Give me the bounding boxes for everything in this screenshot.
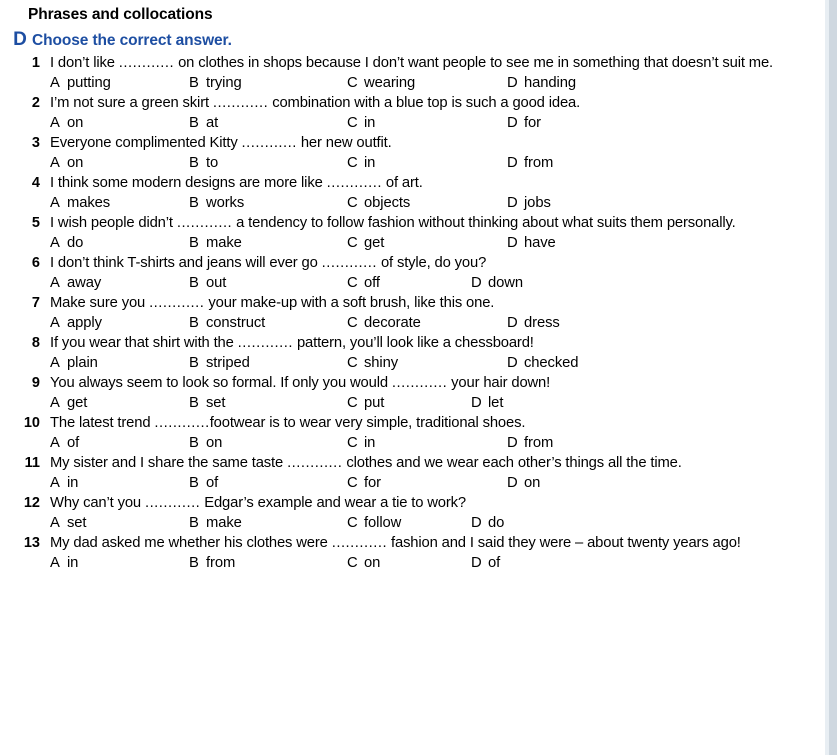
question-stem (50, 214, 817, 233)
question-stem-before: I wish people didn’t (50, 215, 177, 231)
answer-blank[interactable]: ............ (331, 535, 388, 551)
option-text: away (67, 275, 102, 291)
option-label: C (347, 355, 358, 371)
option-text: apply (67, 315, 102, 331)
exercise-heading (8, 30, 837, 50)
option-text: on (67, 115, 84, 131)
option-label: C (347, 235, 358, 251)
question-stem-after: a tendency to follow fashion without thinking about what suits them personally. (232, 215, 736, 231)
question-stem (50, 334, 817, 353)
option-b[interactable] (189, 313, 347, 333)
option-text: of (206, 475, 219, 491)
question-item (0, 214, 837, 253)
option-b[interactable] (189, 553, 347, 573)
option-label: D (507, 195, 518, 211)
question-stem (50, 494, 817, 513)
question-stem-after: fashion and I said they were – about twenty years ago! (387, 535, 741, 551)
question-stem (50, 94, 817, 113)
option-text: do (488, 515, 505, 531)
option-label: B (189, 155, 199, 171)
question-stem (50, 54, 817, 73)
question-stem-after: of art. (381, 175, 423, 191)
option-text: wearing (364, 75, 416, 91)
option-d[interactable] (507, 113, 541, 133)
option-label: B (189, 435, 199, 451)
option-label: A (50, 355, 60, 371)
option-label: B (189, 195, 199, 211)
option-text: for (524, 115, 541, 131)
option-label: A (50, 475, 60, 491)
answer-blank[interactable]: ............ (287, 455, 343, 471)
option-d[interactable] (507, 313, 560, 333)
option-text: on (206, 435, 223, 451)
question-stem (50, 254, 817, 273)
option-text: in (364, 155, 376, 171)
option-a[interactable] (50, 313, 189, 333)
option-a[interactable] (50, 273, 189, 293)
option-label: B (189, 395, 199, 411)
answer-blank[interactable]: ............ (176, 215, 233, 231)
option-text: put (364, 395, 385, 411)
option-row (50, 393, 817, 413)
option-label: B (189, 515, 199, 531)
question-stem-after: of style, do you? (376, 255, 487, 271)
option-label: D (471, 395, 482, 411)
option-c[interactable] (347, 73, 507, 93)
option-label: B (189, 315, 199, 331)
option-text: in (364, 435, 376, 451)
option-b[interactable] (189, 353, 347, 373)
option-row (50, 153, 817, 173)
option-b[interactable] (189, 233, 347, 253)
option-text: off (364, 275, 380, 291)
option-text: construct (206, 315, 266, 331)
question-body (50, 254, 837, 293)
question-stem-before: My dad asked me whether his clothes were (50, 535, 332, 551)
option-d[interactable] (507, 353, 578, 373)
question-stem-before: I don’t like (50, 55, 119, 71)
option-text: down (488, 275, 523, 291)
option-text: jobs (524, 195, 551, 211)
option-d[interactable] (507, 473, 540, 493)
option-row (50, 233, 817, 253)
question-body (50, 374, 837, 413)
option-text: of (67, 435, 80, 451)
question-item (0, 454, 837, 493)
option-c[interactable] (347, 233, 507, 253)
question-number: 6 (31, 255, 40, 271)
option-row (50, 193, 817, 213)
question-item (0, 414, 837, 453)
question-stem (50, 374, 817, 393)
option-label: B (189, 355, 199, 371)
question-body (50, 494, 837, 533)
question-body (50, 334, 837, 373)
question-stem-before: The latest trend (50, 415, 155, 431)
option-c[interactable] (347, 153, 507, 173)
option-label: A (50, 275, 60, 291)
question-stem-after: Edgar’s example and wear a tie to work? (200, 495, 466, 511)
answer-blank[interactable]: ............ (241, 135, 297, 151)
answer-blank[interactable]: ............ (391, 375, 448, 391)
option-d[interactable] (507, 433, 553, 453)
option-label: A (50, 235, 60, 251)
option-text: make (206, 235, 242, 251)
question-stem-after: your make-up with a soft brush, like this one. (204, 295, 495, 311)
option-a[interactable] (50, 153, 189, 173)
option-label: B (189, 115, 199, 131)
option-row (50, 473, 817, 493)
option-text: handing (524, 75, 576, 91)
option-label: C (347, 195, 358, 211)
answer-blank[interactable]: ............ (149, 295, 205, 311)
option-b[interactable] (189, 473, 347, 493)
question-stem (50, 454, 817, 473)
option-label: D (507, 155, 518, 171)
question-number: 5 (31, 215, 40, 231)
question-stem (50, 414, 817, 433)
option-label: B (189, 75, 199, 91)
option-text: set (206, 395, 226, 411)
option-c[interactable] (347, 313, 507, 333)
option-label: B (189, 235, 199, 251)
question-stem-before: Why can’t you (50, 495, 145, 511)
option-c[interactable] (347, 433, 507, 453)
option-label: A (50, 75, 60, 91)
option-row (50, 73, 817, 93)
option-label: C (347, 435, 358, 451)
option-label: C (347, 515, 358, 531)
option-a[interactable] (50, 433, 189, 453)
question-stem-after: on clothes in shops because I don’t want people to see me in something that doesn’t suit me. (174, 55, 773, 71)
question-stem-before: I think some modern designs are more like (50, 175, 327, 191)
option-label: B (189, 275, 199, 291)
option-row (50, 113, 817, 133)
question-stem-after: your hair down! (447, 375, 551, 391)
option-b[interactable] (189, 193, 347, 213)
question-body (50, 534, 837, 573)
question-body (50, 294, 837, 333)
question-number: 1 (31, 55, 40, 71)
option-label: C (347, 475, 358, 491)
answer-blank[interactable]: ............ (212, 95, 269, 111)
option-text: makes (67, 195, 111, 211)
option-row (50, 273, 817, 293)
option-c[interactable] (347, 273, 471, 293)
option-a[interactable] (50, 73, 189, 93)
option-text: trying (206, 75, 242, 91)
question-number: 7 (31, 295, 40, 311)
option-text: on (524, 475, 541, 491)
option-text: do (67, 235, 84, 251)
option-text: dress (524, 315, 560, 331)
option-label: D (507, 355, 518, 371)
option-text: to (206, 155, 219, 171)
option-d[interactable] (471, 273, 523, 293)
question-stem-after: clothes and we wear each other’s things all the time. (342, 455, 682, 471)
option-b[interactable] (189, 113, 347, 133)
question-list (0, 54, 837, 573)
question-item (0, 534, 837, 573)
option-a[interactable] (50, 513, 189, 533)
option-a[interactable] (50, 193, 189, 213)
option-label: C (347, 275, 358, 291)
option-c[interactable] (347, 473, 507, 493)
question-item (0, 334, 837, 373)
option-a[interactable] (50, 113, 189, 133)
option-text: let (488, 395, 504, 411)
option-text: out (206, 275, 227, 291)
option-label: A (50, 115, 60, 131)
option-label: C (347, 555, 358, 571)
option-text: from (524, 435, 554, 451)
question-body (50, 414, 837, 453)
question-number: 4 (31, 175, 40, 191)
option-text: in (67, 555, 79, 571)
option-label: B (189, 555, 199, 571)
option-row (50, 353, 817, 373)
option-label: A (50, 515, 60, 531)
option-label: A (50, 555, 60, 571)
option-text: get (364, 235, 385, 251)
option-label: D (507, 475, 518, 491)
option-text: decorate (364, 315, 421, 331)
option-label: C (347, 115, 358, 131)
question-number: 2 (31, 95, 40, 111)
option-text: set (67, 515, 87, 531)
option-c[interactable] (347, 553, 471, 573)
question-stem (50, 134, 817, 153)
option-text: plain (67, 355, 98, 371)
question-body (50, 54, 837, 93)
option-text: get (67, 395, 88, 411)
option-d[interactable] (471, 393, 503, 413)
question-stem-before: You always seem to look so formal. If only you would (50, 375, 392, 391)
answer-blank[interactable]: ............ (321, 255, 377, 271)
question-body (50, 454, 837, 493)
option-label: D (471, 555, 482, 571)
question-number: 12 (23, 495, 40, 511)
option-d[interactable] (471, 513, 504, 533)
answer-blank[interactable]: ............ (144, 495, 201, 511)
option-label: A (50, 155, 60, 171)
answer-blank[interactable]: ............ (326, 175, 382, 191)
option-label: D (471, 515, 482, 531)
option-b[interactable] (189, 273, 347, 293)
question-number: 8 (31, 335, 40, 351)
exercise-letter: D (13, 29, 27, 50)
option-label: C (347, 395, 358, 411)
question-item (0, 254, 837, 293)
question-stem (50, 534, 817, 553)
answer-blank[interactable]: ............ (118, 55, 175, 71)
question-stem-after: footwear is to wear very simple, traditional shoes. (209, 415, 526, 431)
option-text: at (206, 115, 219, 131)
option-text: make (206, 515, 242, 531)
option-b[interactable] (189, 73, 347, 93)
option-a[interactable] (50, 233, 189, 253)
option-row (50, 553, 817, 573)
option-c[interactable] (347, 353, 507, 373)
question-item (0, 54, 837, 93)
question-number: 3 (31, 135, 40, 151)
question-number: 13 (23, 535, 40, 551)
question-stem-before: Everyone complimented Kitty (50, 135, 242, 151)
option-c[interactable] (347, 113, 507, 133)
option-text: shiny (364, 355, 399, 371)
answer-blank[interactable]: ............ (237, 335, 293, 351)
option-label: C (347, 155, 358, 171)
option-text: checked (524, 355, 579, 371)
option-a[interactable] (50, 473, 189, 493)
option-d[interactable] (507, 193, 551, 213)
option-text: for (364, 475, 381, 491)
page-title: Phrases and collocations (28, 6, 213, 23)
question-stem-before: I’m not sure a green skirt (50, 95, 213, 111)
question-stem-before: I don’t think T-shirts and jeans will ever go (50, 255, 322, 271)
question-item (0, 294, 837, 333)
option-a[interactable] (50, 353, 189, 373)
question-stem-after: combination with a blue top is such a good idea. (268, 95, 581, 111)
option-label: D (507, 235, 518, 251)
option-c[interactable] (347, 513, 471, 533)
option-text: putting (67, 75, 111, 91)
page-edge-shadow (829, 0, 837, 755)
option-c[interactable] (347, 193, 507, 213)
option-label: D (507, 435, 518, 451)
option-text: in (67, 475, 79, 491)
option-label: D (507, 75, 518, 91)
option-text: have (524, 235, 556, 251)
option-text: from (206, 555, 236, 571)
exercise-instruction: Choose the correct answer. (32, 32, 232, 49)
option-label: C (347, 75, 358, 91)
question-body (50, 214, 837, 253)
option-text: in (364, 115, 376, 131)
option-label: A (50, 315, 60, 331)
option-text: from (524, 155, 554, 171)
question-item (0, 134, 837, 173)
answer-blank[interactable]: ............ (154, 415, 210, 431)
option-b[interactable] (189, 153, 347, 173)
option-b[interactable] (189, 433, 347, 453)
question-body (50, 134, 837, 173)
question-item (0, 174, 837, 213)
option-label: A (50, 435, 60, 451)
option-text: on (364, 555, 381, 571)
option-b[interactable] (189, 393, 347, 413)
option-label: B (189, 475, 199, 491)
option-a[interactable] (50, 553, 189, 573)
option-a[interactable] (50, 393, 189, 413)
question-stem-before: Make sure you (50, 295, 150, 311)
option-label: A (50, 195, 60, 211)
option-d[interactable] (507, 233, 556, 253)
question-body (50, 94, 837, 133)
option-label: A (50, 395, 60, 411)
question-number: 11 (24, 455, 40, 471)
option-row (50, 313, 817, 333)
question-item (0, 94, 837, 133)
option-label: D (507, 315, 518, 331)
option-text: on (67, 155, 84, 171)
question-stem-before: My sister and I share the same taste (50, 455, 288, 471)
question-item (0, 494, 837, 533)
question-number: 9 (31, 375, 40, 391)
option-text: striped (206, 355, 250, 371)
option-label: C (347, 315, 358, 331)
option-text: objects (364, 195, 411, 211)
option-c[interactable] (347, 393, 471, 413)
option-text: of (488, 555, 501, 571)
option-row (50, 513, 817, 533)
question-stem-before: If you wear that shirt with the (50, 335, 238, 351)
option-d[interactable] (471, 553, 500, 573)
question-stem-after: pattern, you’ll look like a chessboard! (293, 335, 534, 351)
option-row (50, 433, 817, 453)
option-text: follow (364, 515, 402, 531)
option-label: D (471, 275, 482, 291)
option-text: works (206, 195, 245, 211)
question-body (50, 174, 837, 213)
question-item (0, 374, 837, 413)
option-b[interactable] (189, 513, 347, 533)
option-label: D (507, 115, 518, 131)
question-stem (50, 294, 817, 313)
question-number: 10 (23, 415, 40, 431)
option-d[interactable] (507, 73, 576, 93)
option-d[interactable] (507, 153, 553, 173)
question-stem (50, 174, 817, 193)
question-stem-after: her new outfit. (296, 135, 392, 151)
